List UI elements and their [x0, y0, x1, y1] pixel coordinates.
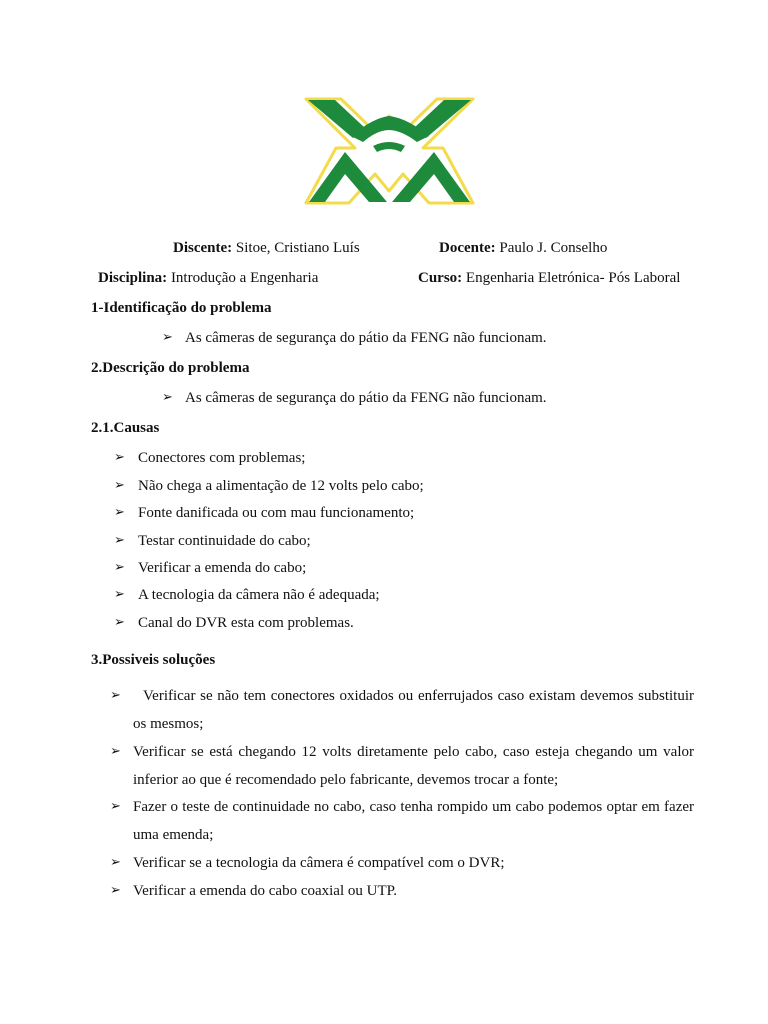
solution-item: Fazer o teste de continuidade no cabo, caso tenha rompido um cabo podemos optar em fazer uma emenda;	[133, 799, 694, 843]
disciplina-label: Disciplina:	[98, 270, 168, 286]
bullet-arrow-icon: ➢	[110, 882, 121, 897]
section-1-heading: 1-Identificação do problema	[91, 300, 272, 316]
discente-label: Discente:	[173, 240, 233, 256]
bullet-arrow-icon: ➢	[110, 798, 121, 813]
bullet-arrow-icon: ➢	[114, 586, 125, 601]
discente-line	[173, 238, 360, 258]
curso-value: Engenharia Eletrónica- Pós Laboral	[465, 270, 681, 286]
university-logo	[303, 96, 476, 206]
cause-item: Verificar a emenda do cabo;	[138, 560, 307, 576]
bullet-arrow-icon: ➢	[162, 329, 173, 344]
solution-item: Verificar a emenda do cabo coaxial ou UTP.	[133, 883, 398, 899]
discente-value: Sitoe, Cristiano Luís	[235, 240, 360, 256]
bullet-arrow-icon: ➢	[114, 477, 125, 492]
bullet-arrow-icon: ➢	[110, 854, 121, 869]
section-21-heading: 2.1.Causas	[91, 420, 160, 436]
cause-item: Fonte danificada ou com mau funcionamento;	[138, 505, 415, 521]
section-2-item: As câmeras de segurança do pátio da FENG não funcionam.	[185, 390, 547, 406]
bullet-arrow-icon: ➢	[114, 614, 125, 629]
cause-item: Testar continuidade do cabo;	[138, 533, 311, 549]
solution-item: Verificar se não tem conectores oxidados ou enferrujados caso existam devemos substituir os mesmos;	[133, 688, 694, 732]
bullet-arrow-icon: ➢	[162, 389, 173, 404]
solution-item: Verificar se está chegando 12 volts diretamente pelo cabo, caso esteja chegando um valor inferior ao que é recomendado pelo fabricante, devemos trocar a fonte;	[133, 744, 694, 788]
section-1-item: As câmeras de segurança do pátio da FENG não funcionam.	[185, 330, 547, 346]
solution-item: Verificar se a tecnologia da câmera é compatível com o DVR;	[133, 855, 505, 871]
docente-value: Paulo J. Conselho	[499, 240, 608, 256]
docente-label: Docente:	[439, 240, 496, 256]
bullet-arrow-icon: ➢	[114, 559, 125, 574]
curso-line	[418, 268, 680, 288]
section-2-heading: 2.Descrição do problema	[91, 360, 250, 376]
cause-item: A tecnologia da câmera não é adequada;	[138, 587, 380, 603]
section-3-heading: 3.Possiveis soluções	[91, 652, 216, 668]
bullet-arrow-icon: ➢	[114, 532, 125, 547]
docente-line	[439, 238, 607, 258]
cause-item: Não chega a alimentação de 12 volts pelo cabo;	[138, 478, 424, 494]
curso-label: Curso:	[418, 270, 463, 286]
disciplina-value: Introdução a Engenharia	[170, 270, 319, 286]
bullet-arrow-icon: ➢	[114, 449, 125, 464]
bullet-arrow-icon: ➢	[110, 687, 121, 702]
bullet-arrow-icon: ➢	[114, 504, 125, 519]
disciplina-line	[98, 268, 318, 288]
bullet-arrow-icon: ➢	[110, 743, 121, 758]
cause-item: Conectores com problemas;	[138, 450, 306, 466]
cause-item: Canal do DVR esta com problemas.	[138, 615, 354, 631]
